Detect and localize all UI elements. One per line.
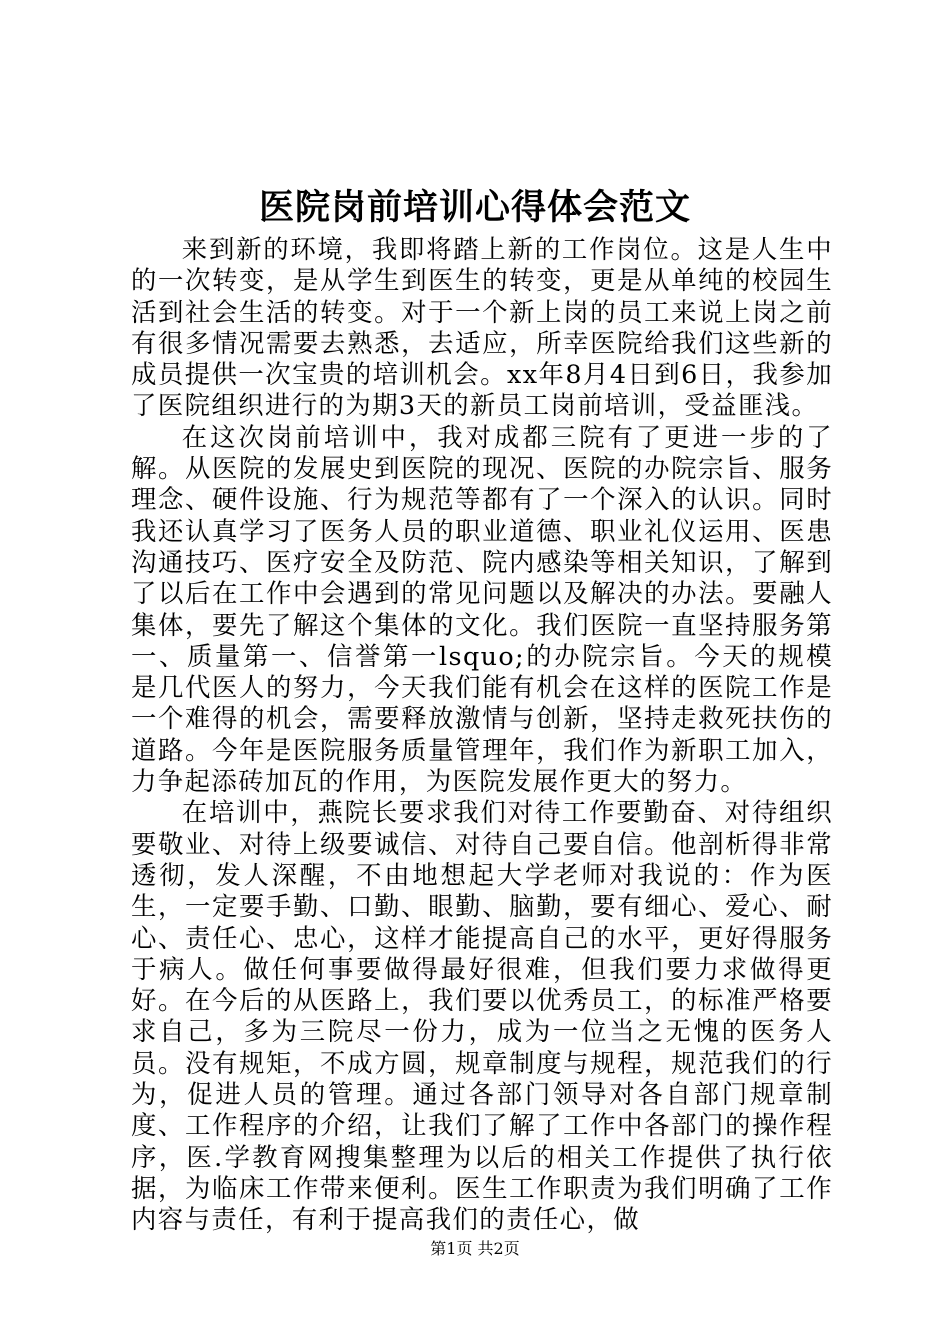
document-title: 医院岗前培训心得体会范文 — [258, 187, 691, 228]
paragraph-2: 在这次岗前培训中，我对成都三院有了更进一步的了解。从医院的发展史到医院的现况、医院的办院宗旨、服务理念、硬件设施、行为规范等都有了一个深入的认识。同时我还认真学习了医务人员的职业道德、职业礼仪运用、医患沟通技巧、医疗安全及防范、院内感染等相关知识，了解到了以后在工作中会遇到的常见问题以及解决的办法。要融人集体，要先了解这个集体的文化。我们医院一直坚持服务第一、质量第一、信誉第一lsquo;的办院宗旨。今天的规模是几代医人的努力，今天我们能有机会在这样的医院工作是一个难得的机会，需要释放激情与创新，坚持走救死扶伤的道路。今年是医院服务质量管理年，我们作为新职工加入，力争起添砖加瓦的作用，为医院发展作更大的努力。 — [131, 421, 833, 797]
paragraph-1: 来到新的环境，我即将踏上新的工作岗位。这是人生中的一次转变，是从学生到医生的转变，更是从单纯的校园生活到社会生活的转变。对于一个新上岗的员工来说上岗之前有很多情况需要去熟悉，去适应，所幸医院给我们这些新的成员提供一次宝贵的培训机会。xx年8月4日到6日，我参加了医院组织进行的为期3天的新员工岗前培训，受益匪浅。 — [131, 234, 833, 421]
paragraph-3: 在培训中，燕院长要求我们对待工作要勤奋、对待组织要敬业、对待上级要诚信、对待自己要自信。他剖析得非常透彻，发人深醒，不由地想起大学老师对我说的：作为医生，一定要手勤、口勤、眼勤、脑勤，要有细心、爱心、耐心、责任心、忠心，这样才能提高自己的水平，更好得服务于病人。做任何事要做得最好很难，但我们要力求做得更好。在今后的从医路上，我们要以优秀员工，的标准严格要求自己，多为三院尽一份力，成为一位当之无愧的医务人员。没有规矩，不成方圆，规章制度与规程，规范我们的行为，促进人员的管理。通过各部门领导对各自部门规章制度、工作程序的介绍，让我们了解了工作中各部门的操作程序，医.学教育网搜集整理为以后的相关工作提供了执行依据，为临床工作带来便利。医生工作职责为我们明确了工作内容与责任，有利于提高我们的责任心，做 — [131, 797, 833, 1235]
page-number-footer: 第1页 共2页 — [430, 1239, 520, 1258]
document-body — [131, 234, 833, 1236]
